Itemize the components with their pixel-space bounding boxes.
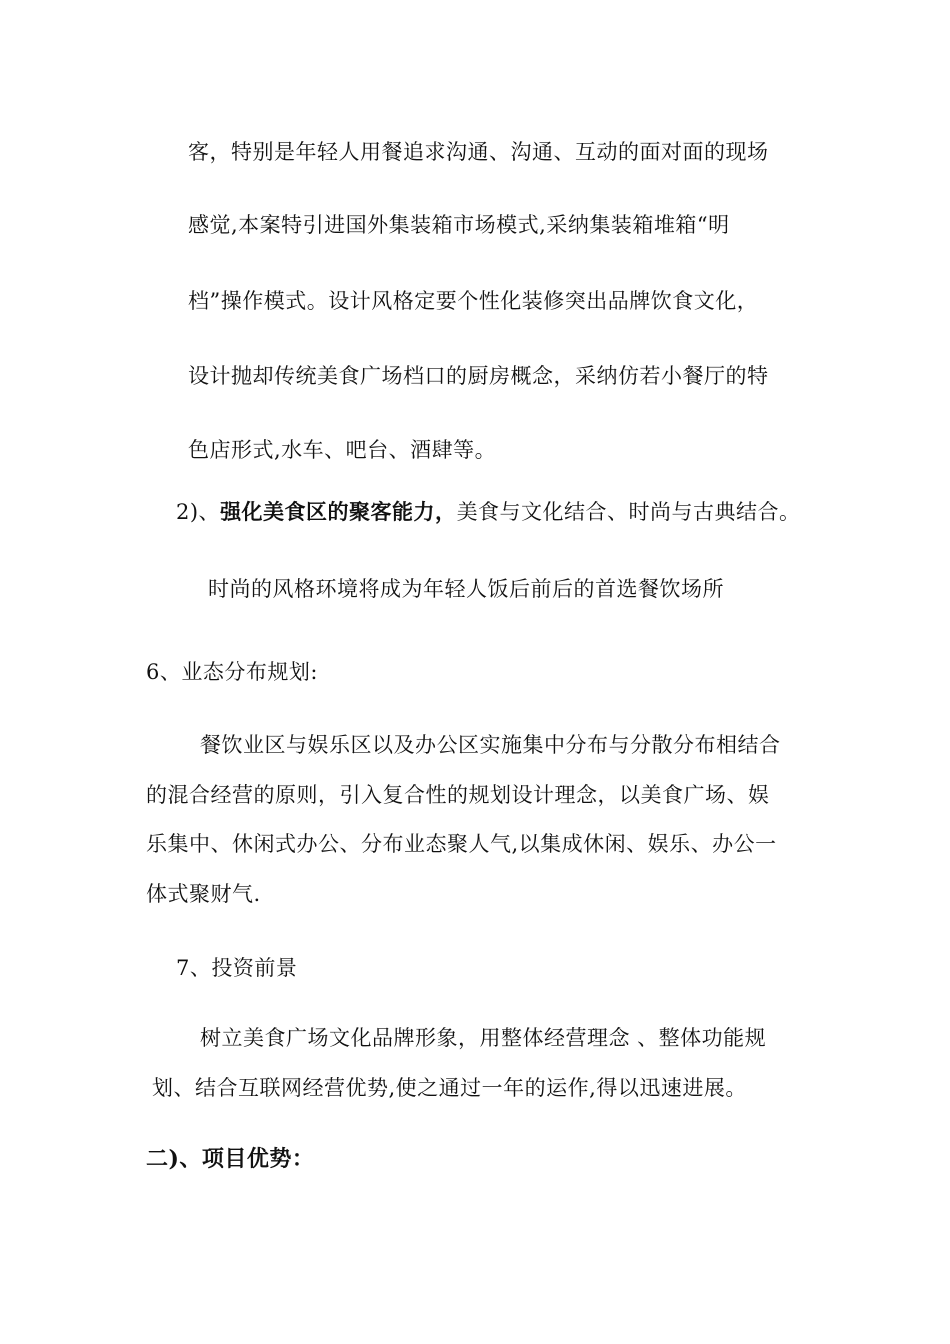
paragraph-line: 感觉,本案特引进国外集装箱市场模式,采纳集装箱堆箱“明 (188, 213, 730, 237)
paragraph-line: 色店形式,水车、吧台、酒肆等。 (188, 438, 497, 462)
section-7-title: 7、投资前景 (176, 956, 298, 980)
list-item-2-continuation: 时尚的风格环境将成为年轻人饭后前后的首选餐饮场所 (208, 577, 724, 601)
list-item-prefix: 2)、 (176, 500, 221, 524)
paragraph-line: 的混合经营的原则，引入复合性的规划设计理念，以美食广场、娱 (146, 783, 770, 807)
paragraph-line: 档”操作模式。设计风格定要个性化装修突出品牌饮食文化， (188, 289, 759, 313)
paragraph-line: 设计抛却传统美食广场档口的厨房概念，采纳仿若小餐厅的特 (188, 364, 769, 388)
list-item-rest-text: 美食与文化结合、时尚与古典结合。 (456, 500, 801, 524)
paragraph-line: 体式聚财气. (146, 882, 261, 906)
paragraph-line: 树立美食广场文化品牌形象，用整体经营理念 、整体功能规 (200, 1026, 767, 1050)
list-item-bold-text: 强化美食区的聚客能力， (220, 499, 457, 524)
list-item-2 (176, 498, 801, 526)
paragraph-line: 餐饮业区与娱乐区以及办公区实施集中分布与分散分布相结合 (200, 733, 781, 757)
paragraph-line: 划、结合互联网经营优势,使之通过一年的运作,得以迅速进展。 (152, 1076, 747, 1100)
section-6-title: 6、业态分布规划: (146, 660, 318, 684)
section-two-heading: 二)、项目优势： (146, 1146, 315, 1172)
paragraph-line: 客，特别是年轻人用餐追求沟通、沟通、互动的面对面的现场 (188, 140, 769, 164)
paragraph-line: 乐集中、休闲式办公、分布业态聚人气,以集成休闲、娱乐、办公一 (146, 832, 777, 856)
